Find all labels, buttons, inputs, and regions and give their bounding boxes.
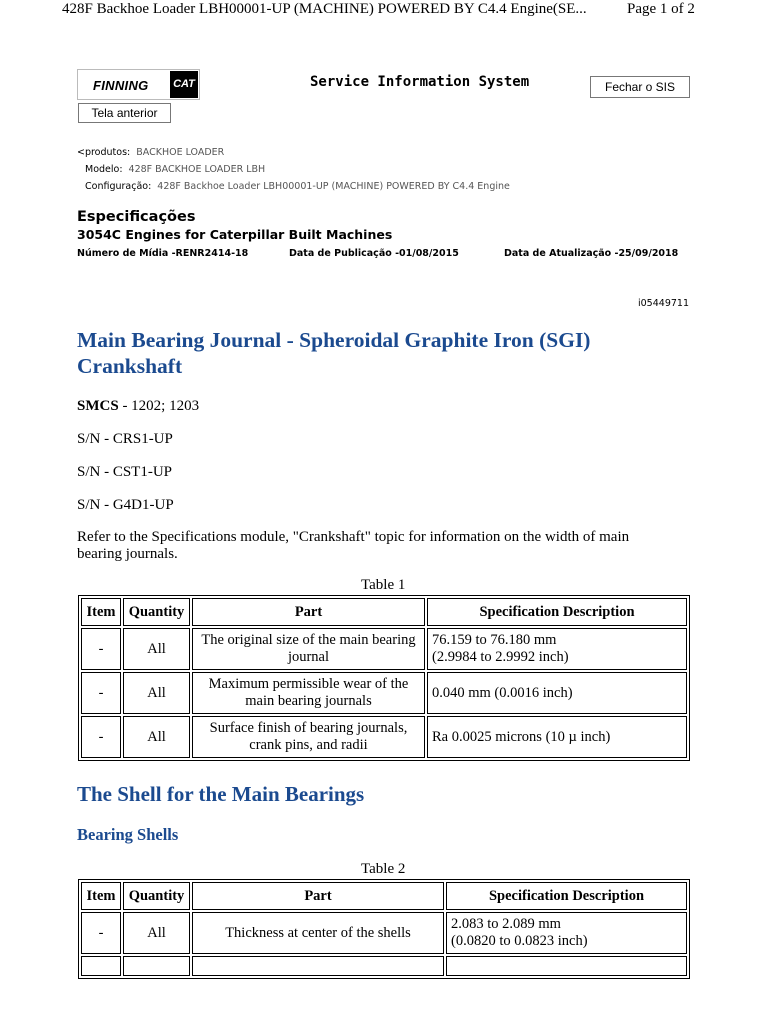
- table-2-caption: Table 2: [361, 861, 406, 877]
- spec-subtitle: 3054C Engines for Caterpillar Built Machines: [77, 227, 393, 242]
- table-row: - All Surface finish of bearing journals, crank pins, and radii Ra 0.0025 microns (10 µ inch): [81, 716, 687, 758]
- col-quantity: Quantity: [123, 882, 190, 910]
- bearing-shells-heading: Bearing Shells: [77, 825, 179, 844]
- breadcrumb: [77, 146, 510, 197]
- cat-logo: CAT: [170, 71, 198, 98]
- document-id: i05449711: [638, 298, 689, 309]
- col-item: Item: [81, 598, 121, 626]
- finning-logo: FINNING: [93, 78, 149, 93]
- shell-heading: The Shell for the Main Bearings: [77, 782, 365, 806]
- col-item: Item: [81, 882, 121, 910]
- col-spec: Specification Description: [427, 598, 687, 626]
- breadcrumb-model: Modelo: 428F BACKHOE LOADER LBH: [85, 164, 266, 175]
- print-title: 428F Backhoe Loader LBH00001-UP (MACHINE) POWERED BY C4.4 Engine(SE...: [62, 1, 587, 17]
- previous-screen-button[interactable]: Tela anterior: [78, 103, 171, 123]
- table-1-caption: Table 1: [361, 577, 406, 593]
- breadcrumb-configuration: Configuração: 428F Backhoe Loader LBH00001-UP (MACHINE) POWERED BY C4.4 Engine: [85, 181, 510, 192]
- refer-paragraph: Refer to the Specifications module, "Crankshaft" topic for information on the width of main bearing journals.: [77, 529, 630, 562]
- col-part: Part: [192, 882, 444, 910]
- serial-number-1: S/N - CRS1-UP: [77, 431, 173, 447]
- breadcrumb-products[interactable]: <produtos: BACKHOE LOADER: [77, 147, 225, 158]
- update-date: Data de Atualização -25/09/2018: [504, 248, 679, 259]
- smcs-line: SMCS - 1202; 1203: [77, 398, 200, 414]
- serial-number-2: S/N - CST1-UP: [77, 464, 173, 480]
- table-1: [78, 595, 690, 761]
- page-number: Page 1 of 2: [627, 1, 695, 17]
- media-number: Número de Mídia -RENR2414-18: [77, 248, 249, 259]
- table-row: - All Thickness at center of the shells 2.083 to 2.089 mm (0.0820 to 0.0823 inch): [81, 912, 687, 954]
- print-header: [0, 0, 768, 22]
- col-part: Part: [192, 598, 425, 626]
- table-row: - All Maximum permissible wear of the main bearing journals 0.040 mm (0.0016 inch): [81, 672, 687, 714]
- serial-number-3: S/N - G4D1-UP: [77, 497, 174, 513]
- close-sis-button[interactable]: Fechar o SIS: [590, 76, 690, 98]
- table-2: [78, 879, 690, 979]
- table-row: [81, 956, 687, 976]
- table-header-row: [81, 598, 687, 626]
- table-row: - All The original size of the main bearing journal 76.159 to 76.180 mm (2.9984 to 2.9992 inch): [81, 628, 687, 670]
- publication-date: Data de Publicação -01/08/2015: [289, 248, 459, 259]
- main-heading: Main Bearing Journal - Spheroidal Graphite Iron (SGI) Crankshaft: [77, 328, 591, 378]
- finning-cat-logo: [77, 69, 200, 100]
- spec-title: Especificações: [77, 209, 196, 225]
- col-spec: Specification Description: [446, 882, 687, 910]
- sis-title: Service Information System: [310, 74, 530, 90]
- col-quantity: Quantity: [123, 598, 190, 626]
- table-header-row: [81, 882, 687, 910]
